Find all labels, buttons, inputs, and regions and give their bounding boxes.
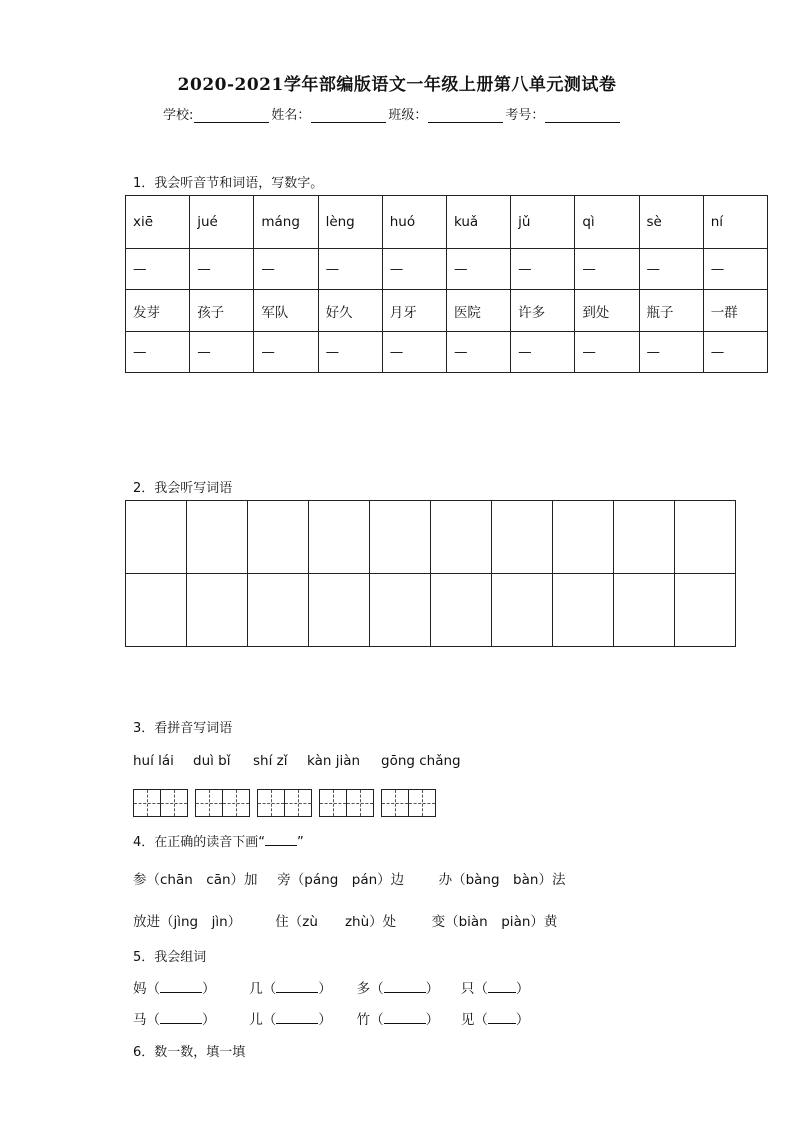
q5-blank[interactable]	[384, 979, 426, 993]
q5-heading: 5．我会组词	[133, 950, 207, 965]
q1-word-cell: 到处	[575, 290, 639, 332]
q1-answer-cell[interactable]: —	[511, 332, 575, 373]
q1-answer-cell[interactable]: —	[639, 249, 703, 290]
q4-item[interactable]: 参（chān cān）加	[133, 872, 258, 888]
q5-paren: ）	[202, 1012, 216, 1028]
q1-pinyin-cell: kuǎ	[446, 196, 510, 249]
q4-heading	[133, 831, 304, 850]
q5-char: 几（	[249, 981, 277, 997]
q2-write-cell[interactable]	[187, 574, 248, 647]
q2-write-cell[interactable]	[675, 501, 736, 574]
page-title: 2020-2021学年部编版语文一年级上册第八单元测试卷	[177, 75, 617, 95]
q5-char: 马（	[133, 1012, 160, 1028]
q3-heading: 3．看拼音写词语	[133, 721, 233, 736]
q3-pinyin: gōng chǎng	[381, 753, 461, 769]
q1-word-cell: 医院	[446, 290, 510, 332]
school-field[interactable]	[194, 108, 269, 123]
q5-char: 妈（	[133, 981, 160, 997]
q1-word-cell: 孩子	[190, 290, 254, 332]
q3-pinyin: duì bǐ	[193, 753, 231, 769]
q1-answer-cell[interactable]: —	[575, 249, 639, 290]
q1-pinyin-cell: huó	[382, 196, 446, 249]
q1-word-cell: 军队	[254, 290, 318, 332]
tianzige-box[interactable]	[195, 789, 250, 817]
q2-write-cell[interactable]	[248, 501, 309, 574]
q4-item[interactable]: 办（bàng bàn）法	[438, 872, 566, 888]
q2-write-cell[interactable]	[309, 574, 370, 647]
q1-pinyin-cell: qì	[575, 196, 639, 249]
q1-pinyin-cell: máng	[254, 196, 318, 249]
q4-heading-text: 4．在正确的读音下画“	[133, 835, 266, 850]
q1-pinyin-cell: xiē	[126, 196, 190, 249]
q1-pinyin-cell: lèng	[318, 196, 382, 249]
q5-row1	[133, 977, 529, 997]
q5-blank[interactable]	[488, 979, 516, 993]
q1-pinyin-cell: sè	[639, 196, 703, 249]
q5-char: 多（	[356, 981, 384, 997]
q1-answer-cell[interactable]: —	[446, 332, 510, 373]
q4-item[interactable]: 变（biàn piàn）黄	[431, 914, 558, 930]
student-info-line	[163, 104, 622, 123]
q5-blank[interactable]	[276, 979, 318, 993]
number-field[interactable]	[545, 108, 620, 123]
q3-pinyin: huí lái	[133, 753, 174, 769]
q5-char: 竹（	[356, 1012, 384, 1028]
q5-char: 只（	[460, 981, 488, 997]
tianzige-box[interactable]	[381, 789, 436, 817]
tianzige-box[interactable]	[257, 789, 312, 817]
q2-dictation-table	[125, 500, 736, 647]
q1-answer-cell[interactable]: —	[703, 332, 767, 373]
q2-write-cell[interactable]	[187, 501, 248, 574]
q5-paren: ）	[515, 1012, 530, 1028]
q1-answer-cell[interactable]: —	[126, 249, 190, 290]
q6-heading: 6．数一数，填一填	[133, 1045, 246, 1060]
q2-write-cell[interactable]	[431, 574, 492, 647]
q1-table	[125, 195, 768, 373]
q3-writing-grids	[133, 789, 436, 817]
q1-heading: 1．我会听音节和词语，写数字。	[133, 176, 324, 191]
q5-blank[interactable]	[384, 1010, 426, 1024]
q1-word-cell: 许多	[511, 290, 575, 332]
q4-item[interactable]: 旁（páng pán）边	[277, 872, 405, 888]
q1-word-cell: 好久	[318, 290, 382, 332]
underline-sample	[265, 832, 297, 846]
q3-pinyin: kàn jiàn	[307, 753, 361, 769]
tianzige-box[interactable]	[133, 789, 188, 817]
q1-answer-cell[interactable]: —	[703, 249, 767, 290]
q1-answer-cell[interactable]: —	[318, 249, 382, 290]
q1-pinyin-cell: jǔ	[511, 196, 575, 249]
q1-pinyin-cell: ní	[703, 196, 767, 249]
q4-line1	[133, 868, 565, 888]
q5-paren: ）	[515, 981, 530, 997]
q4-line2	[133, 910, 557, 930]
q2-write-cell[interactable]	[614, 501, 675, 574]
q1-answer-cell[interactable]: —	[190, 249, 254, 290]
q1-pinyin-cell: jué	[190, 196, 254, 249]
number-label: 考号：	[505, 108, 545, 123]
q1-answer-cell[interactable]: —	[318, 332, 382, 373]
q2-write-cell[interactable]	[309, 501, 370, 574]
q1-word-cell: 一群	[703, 290, 767, 332]
q1-answer-cell[interactable]: —	[254, 332, 318, 373]
q1-answer-cell[interactable]: —	[382, 249, 446, 290]
q1-answer-cell[interactable]: —	[126, 332, 190, 373]
q2-write-cell[interactable]	[492, 501, 553, 574]
q2-write-cell[interactable]	[370, 574, 431, 647]
class-label: 班级：	[388, 108, 428, 123]
q2-write-cell[interactable]	[553, 574, 614, 647]
q2-write-cell[interactable]	[675, 574, 736, 647]
q1-answer-cell[interactable]: —	[382, 332, 446, 373]
school-label: 学校:	[163, 108, 194, 123]
name-label: 姓名：	[271, 108, 311, 123]
q1-word-cell: 瓶子	[639, 290, 703, 332]
q4-heading-end: ”	[297, 835, 304, 850]
q1-word-cell: 月牙	[382, 290, 446, 332]
q5-blank[interactable]	[488, 1010, 516, 1024]
q2-heading: 2．我会听写词语	[133, 481, 233, 496]
q3-pinyin: shí zǐ	[253, 753, 288, 769]
q1-word-cell: 发芽	[126, 290, 190, 332]
q2-write-cell[interactable]	[126, 574, 187, 647]
class-field[interactable]	[428, 108, 503, 123]
q2-write-cell[interactable]	[248, 574, 309, 647]
q5-paren: ）	[318, 981, 332, 997]
q1-answer-cell[interactable]: —	[446, 249, 510, 290]
tianzige-box[interactable]	[319, 789, 374, 817]
q1-answer-cell[interactable]: —	[511, 249, 575, 290]
q2-write-cell[interactable]	[431, 501, 492, 574]
q3-pinyin-row	[133, 753, 471, 769]
q5-char: 见（	[460, 1012, 488, 1028]
q2-write-cell[interactable]	[614, 574, 675, 647]
q4-item[interactable]: 放进（jìng jìn）	[133, 914, 242, 930]
q5-paren: ）	[425, 981, 440, 997]
q5-blank[interactable]	[160, 979, 202, 993]
q1-answer-cell[interactable]: —	[575, 332, 639, 373]
q2-write-cell[interactable]	[492, 574, 553, 647]
q5-blank[interactable]	[276, 1010, 318, 1024]
q5-char: 儿（	[249, 1012, 277, 1028]
q1-answer-cell[interactable]: —	[254, 249, 318, 290]
q5-row2	[133, 1008, 529, 1028]
name-field[interactable]	[311, 108, 386, 123]
q5-paren: ）	[425, 1012, 440, 1028]
q2-write-cell[interactable]	[553, 501, 614, 574]
q5-paren: ）	[202, 981, 216, 997]
q2-write-cell[interactable]	[126, 501, 187, 574]
q1-answer-cell[interactable]: —	[639, 332, 703, 373]
q1-answer-cell[interactable]: —	[190, 332, 254, 373]
q4-item[interactable]: 住（zù zhù）处	[275, 914, 397, 930]
q5-paren: ）	[318, 1012, 332, 1028]
q5-blank[interactable]	[160, 1010, 202, 1024]
q2-write-cell[interactable]	[370, 501, 431, 574]
